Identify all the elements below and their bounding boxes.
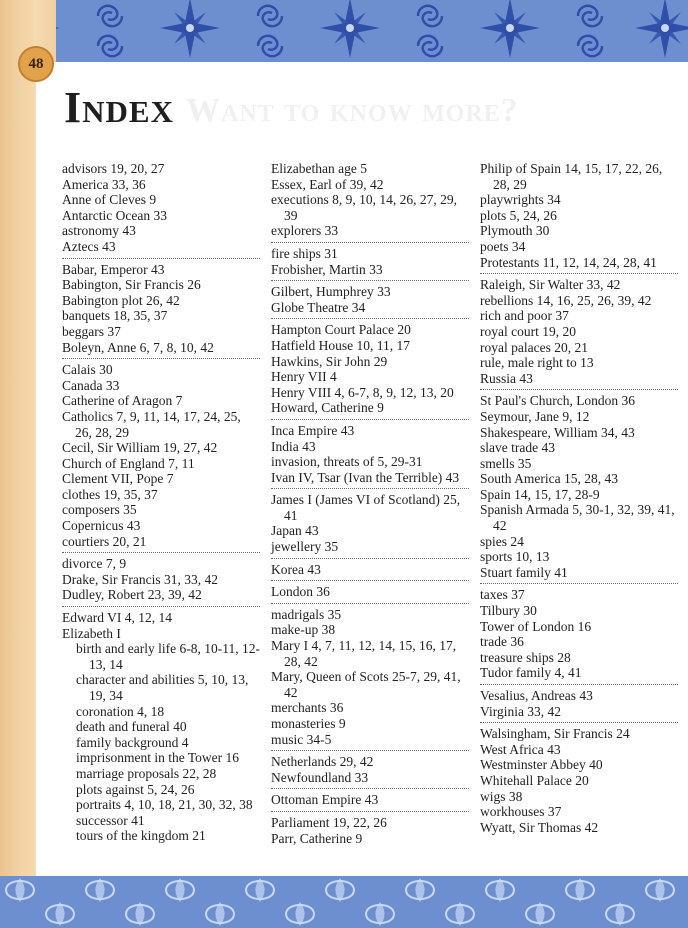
index-group <box>271 584 469 604</box>
index-group <box>271 754 469 789</box>
index-entry: royal court 19, 20 <box>480 323 576 339</box>
index-subentry: death and funeral 40 <box>76 719 187 735</box>
index-entry: Tower of London 16 <box>480 618 592 634</box>
index-entry: music 34-5 <box>271 731 332 747</box>
index-column-2 <box>271 161 469 852</box>
index-group <box>271 423 469 489</box>
index-entry: Henry VII 4 <box>271 369 337 385</box>
index-group <box>271 161 469 243</box>
index-entry: Spain 14, 15, 17, 28-9 <box>480 486 600 502</box>
index-entry: Philip of Spain 14, 15, 17, 22, 26, 28, 29 <box>480 161 663 192</box>
index-entry: treasure ships 28 <box>480 649 571 665</box>
index-entry: Clement VII, Pope 7 <box>62 471 174 487</box>
index-entry: fire ships 31 <box>271 245 338 261</box>
index-entry: London 36 <box>271 584 330 600</box>
index-group <box>62 262 260 360</box>
index-group <box>62 556 260 607</box>
index-entry: Mary I 4, 7, 11, 12, 14, 15, 16, 17, 28, 42 <box>271 638 457 669</box>
index-entry: St Paul's Church, London 36 <box>480 393 636 409</box>
index-group <box>271 607 469 751</box>
index-entry: Tudor family 4, 41 <box>480 665 582 681</box>
index-entry: Church of England 7, 11 <box>62 455 195 471</box>
index-entry: Aztecs 43 <box>62 238 116 254</box>
index-subentry: portraits 4, 10, 18, 21, 30, 32, 38 <box>76 797 253 813</box>
index-entry: composers 35 <box>62 502 137 518</box>
index-subentry: tours of the kingdom 21 <box>76 828 206 844</box>
side-strip-highlight <box>22 0 34 928</box>
index-subentry: successor 41 <box>76 812 145 828</box>
index-subentry: marriage proposals 22, 28 <box>76 765 217 781</box>
index-entry: Drake, Sir Francis 31, 33, 42 <box>62 571 218 587</box>
index-entry: Vesalius, Andreas 43 <box>480 688 593 703</box>
index-entry: Howard, Catherine 9 <box>271 400 384 416</box>
index-entry: Hawkins, Sir John 29 <box>271 353 388 369</box>
index-group <box>271 284 469 319</box>
index-entry: royal palaces 20, 21 <box>480 339 588 355</box>
index-entry: banquets 18, 35, 37 <box>62 308 168 324</box>
index-group <box>480 726 678 838</box>
index-entry: make-up 38 <box>271 622 336 638</box>
index-entry: Whitehall Palace 20 <box>480 772 589 788</box>
index-entry: jewellery 35 <box>271 539 339 555</box>
index-entry: India 43 <box>271 438 316 454</box>
index-entry: poets 34 <box>480 238 526 254</box>
index-entry: playwrights 34 <box>480 192 561 208</box>
index-group <box>62 362 260 553</box>
index-entry: monasteries 9 <box>271 716 346 731</box>
index-group <box>480 393 678 584</box>
index-entry: James I (James VI of Scotland) 25, 41 <box>271 492 461 523</box>
index-entry: Ivan IV, Tsar (Ivan the Terrible) 43 <box>271 469 460 485</box>
index-entry: Henry VIII 4, 6-7, 8, 9, 12, 13, 20 <box>271 384 454 400</box>
index-entry: Gilbert, Humphrey 33 <box>271 284 391 300</box>
index-entry: merchants 36 <box>271 700 344 716</box>
index-entry: sports 10, 13 <box>480 549 550 565</box>
index-entry: Dudley, Robert 23, 39, 42 <box>62 587 202 603</box>
index-group <box>271 246 469 281</box>
index-entry: divorce 7, 9 <box>62 556 127 572</box>
index-subentry: plots against 5, 24, 26 <box>76 781 195 797</box>
index-group <box>480 277 678 390</box>
index-group <box>480 161 678 274</box>
index-entry: beggars 37 <box>62 323 121 339</box>
show-through-heading: Want to know more? <box>186 92 519 129</box>
index-group <box>271 322 469 420</box>
index-subentry: imprisonment in the Tower 16 <box>76 750 240 766</box>
index-entry: Catherine of Aragon 7 <box>62 393 183 409</box>
index-group <box>62 610 260 847</box>
index-entry: Catholics 7, 9, 11, 14, 17, 24, 25, 26, 28, 29 <box>62 408 241 440</box>
index-entry: Babar, Emperor 43 <box>62 261 165 277</box>
index-entry: Virginia 33, 42 <box>480 703 562 719</box>
index-entry: workhouses 37 <box>480 804 562 820</box>
index-entry: Newfoundland 33 <box>271 769 369 785</box>
index-entry: rich and poor 37 <box>480 308 569 324</box>
index-entry: Mary, Queen of Scots 25-7, 29, 41, 42 <box>271 669 461 700</box>
compass-pattern <box>0 0 688 62</box>
index-entry: Copernicus 43 <box>62 518 141 534</box>
index-entry: Walsingham, Sir Francis 24 <box>480 726 630 742</box>
index-entry: slave trade 43 <box>480 440 555 456</box>
index-entry: explorers 33 <box>271 223 339 239</box>
index-entry: trade 36 <box>480 634 524 650</box>
index-group <box>271 562 469 582</box>
index-group <box>62 161 260 259</box>
index-entry: Russia 43 <box>480 370 533 386</box>
index-subentry: birth and early life 6-8, 10-11, 12-13, 14 <box>76 641 260 672</box>
index-entry: taxes 37 <box>480 587 525 603</box>
index-entry: Essex, Earl of 39, 42 <box>271 176 384 192</box>
index-group <box>271 792 469 812</box>
index-entry: Antarctic Ocean 33 <box>62 207 167 223</box>
index-group <box>480 688 678 723</box>
index-entry: Seymour, Jane 9, 12 <box>480 408 590 424</box>
index-column-1 <box>62 161 260 850</box>
index-entry: Raleigh, Sir Walter 33, 42 <box>480 277 621 293</box>
index-entry: Parr, Catherine 9 <box>271 830 363 846</box>
index-entry: Babington, Sir Francis 26 <box>62 277 201 293</box>
index-entry: executions 8, 9, 10, 14, 26, 27, 29, 39 <box>271 192 457 223</box>
index-entry: Babington plot 26, 42 <box>62 292 180 308</box>
top-decorative-band <box>0 0 688 62</box>
index-group <box>480 587 678 685</box>
index-entry: advisors 19, 20, 27 <box>62 161 165 176</box>
index-entry: Elizabeth I <box>62 625 121 641</box>
index-entry: Edward VI 4, 12, 14 <box>62 610 172 626</box>
index-entry: Japan 43 <box>271 523 319 539</box>
index-column-3 <box>480 161 678 841</box>
index-entry: Tilbury 30 <box>480 603 537 619</box>
index-group <box>271 815 469 849</box>
index-entry: Canada 33 <box>62 377 120 393</box>
index-subentry: character and abilities 5, 10, 13, 19, 34 <box>76 672 249 703</box>
ornament-pattern <box>0 876 688 928</box>
index-entry: Parliament 19, 22, 26 <box>271 814 387 830</box>
index-entry: Boleyn, Anne 6, 7, 8, 10, 42 <box>62 339 214 355</box>
index-entry: smells 35 <box>480 455 532 471</box>
index-entry: Ottoman Empire 43 <box>271 792 379 808</box>
index-entry: rebellions 14, 16, 25, 26, 39, 42 <box>480 292 652 308</box>
index-entry: Plymouth 30 <box>480 223 550 239</box>
index-entry: America 33, 36 <box>62 176 146 192</box>
index-entry: invasion, threats of 5, 29-31 <box>271 454 423 470</box>
index-entry: Anne of Cleves 9 <box>62 192 157 208</box>
bottom-decorative-band <box>0 876 688 928</box>
index-subentry: family background 4 <box>76 734 189 750</box>
index-entry: Wyatt, Sir Thomas 42 <box>480 819 599 835</box>
index-entry: plots 5, 24, 26 <box>480 207 557 223</box>
index-entry: Netherlands 29, 42 <box>271 754 374 770</box>
index-entry: spies 24 <box>480 533 524 549</box>
index-entry: Inca Empire 43 <box>271 422 355 438</box>
index-entry: courtiers 20, 21 <box>62 533 147 549</box>
index-entry: South America 15, 28, 43 <box>480 471 618 487</box>
index-entry: Frobisher, Martin 33 <box>271 261 383 277</box>
index-entry: Globe Theatre 34 <box>271 299 366 315</box>
page-title: Index <box>64 83 174 132</box>
index-entry: Cecil, Sir William 19, 27, 42 <box>62 440 218 456</box>
index-subentry: coronation 4, 18 <box>76 703 165 719</box>
index-entry: Hampton Court Palace 20 <box>271 322 411 338</box>
index-entry: madrigals 35 <box>271 606 342 622</box>
index-entry: Stuart family 41 <box>480 564 568 580</box>
index-entry: Spanish Armada 5, 30-1, 32, 39, 41, 42 <box>480 502 675 534</box>
index-entry: Korea 43 <box>271 561 321 577</box>
index-entry: astronomy 43 <box>62 223 136 239</box>
index-entry: Calais 30 <box>62 362 113 378</box>
index-entry: Protestants 11, 12, 14, 24, 28, 41 <box>480 254 657 270</box>
index-entry: rule, male right to 13 <box>480 355 594 371</box>
index-entry: West Africa 43 <box>480 741 561 757</box>
index-entry: Westminster Abbey 40 <box>480 757 603 773</box>
index-entry: Shakespeare, William 34, 43 <box>480 424 635 440</box>
index-group <box>271 492 469 558</box>
index-entry: clothes 19, 35, 37 <box>62 486 158 502</box>
index-entry: Hatfield House 10, 11, 17 <box>271 337 410 353</box>
page-number-badge: 48 <box>18 46 54 82</box>
index-entry: wigs 38 <box>480 788 523 804</box>
index-entry: Elizabethan age 5 <box>271 161 367 176</box>
